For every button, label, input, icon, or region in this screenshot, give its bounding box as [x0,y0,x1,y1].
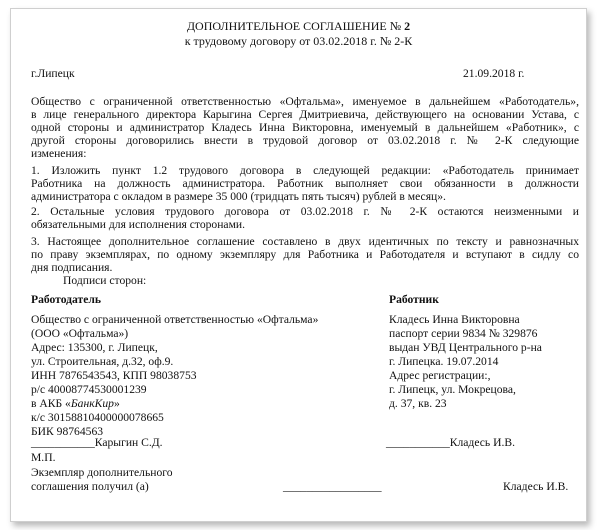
receipt-line: Экземпляр дополнительного [31,466,173,479]
stamp-label: М.П. [31,451,56,464]
document-page [10,8,587,522]
clause-3-line: дня подписания. [31,261,113,274]
employer-line: ИНН 7876543543, КПП 98038753 [31,369,197,382]
receipt-name: Кладесь И.В. [503,480,569,493]
employee-line: г. Липецка. 19.07.2014 [389,355,499,368]
employee-line: выдан УВД Центрального р-на [389,341,542,354]
clause-2-line: обязательными для исполнения сторонами. [31,218,246,231]
employee-line: д. 37, кв. 23 [389,397,447,410]
employer-line: Адрес: 135300, г. Липецк, [31,341,158,354]
intro-line: одной стороны и администратор Кладесь Инна Викторовна, именуемый в дальнейшем «Работник», с [31,121,579,134]
employee-line: г. Липецк, ул. Мокрецова, [389,383,516,396]
signatures-heading: Подписи сторон: [63,274,147,287]
bank-suffix: » [113,397,120,410]
intro-line: изменения: [31,147,87,160]
employee-line: паспорт серии 9834 № 329876 [389,327,538,340]
employee-signature-line: ___________Кладесь И.В. [386,436,515,449]
employer-bank [31,397,120,410]
employer-line: ул. Строительная, д.32, оф.9. [31,355,174,368]
title-number: 2 [404,19,411,33]
employee-line: Кладесь Инна Викторовна [389,313,520,326]
intro-line: другой стороны договорились внести в трудовой договор от 03.02.2018 г. № 2-К следующие [31,134,579,147]
document-subtitle: к трудовому договору от 03.02.2018 г. № 2-К [184,34,413,48]
clause-1-line: администратора с окладом в размере 35 000 (тридцать пять тысяч) рублей в месяц». [31,190,446,203]
document-date: 21.09.2018 г. [463,67,525,80]
intro-line: в лице генерального директора Карыгина Сергея Дмитриевича, действующего на основании Устава, с [31,108,579,121]
employer-signature-line: ___________Карыгин С.Д. [31,436,163,449]
employee-heading: Работник [389,293,439,306]
intro-line: Общество с ограниченной ответственностью «Офтальма», именуемое в дальнейшем «Работодатель», [31,95,579,108]
clause-3-line: 3. Настоящее дополнительное соглашение составлено в двух идентичных по тексту и равнозначных [31,235,579,248]
receipt-signature-blank: _________________ [283,480,382,493]
employer-line: к/с 30158810400000078665 [31,411,164,424]
employer-line: БИК 98764563 [31,425,104,438]
clause-1-line: Работника на должность администратора. Работник выполняет свои обязанности в должности [31,177,579,190]
clause-1-line: 1. Изложить пункт 1.2 трудового договора в следующей редакции: «Работодатель принимает [31,164,579,177]
bank-name: БанкКир [70,397,114,410]
employer-line: р/с 40008774530001239 [31,383,147,396]
employer-heading: Работодатель [31,293,102,306]
clause-2-line: 2. Остальные условия трудового договора от 03.02.2018 г. № 2-К остаются неизменными и [31,205,579,218]
clause-3-line: по праву экземплярах, по одному экземпляру для Работника и Работодателя и вступают в сидлу со [31,248,579,261]
city: г.Липецк [31,67,75,80]
employee-line: Адрес регистрации:, [389,369,491,382]
receipt-line: соглашения получил (а) [31,480,149,493]
title-prefix: ДОПОЛНИТЕЛЬНОЕ СОГЛАШЕНИЕ № [186,19,402,33]
employer-line: Общество с ограниченной ответственностью «Офтальма» [31,313,319,326]
document-title [11,19,586,33]
employer-line: (ООО «Офтальма») [31,327,129,340]
bank-prefix: в АКБ « [31,397,71,410]
